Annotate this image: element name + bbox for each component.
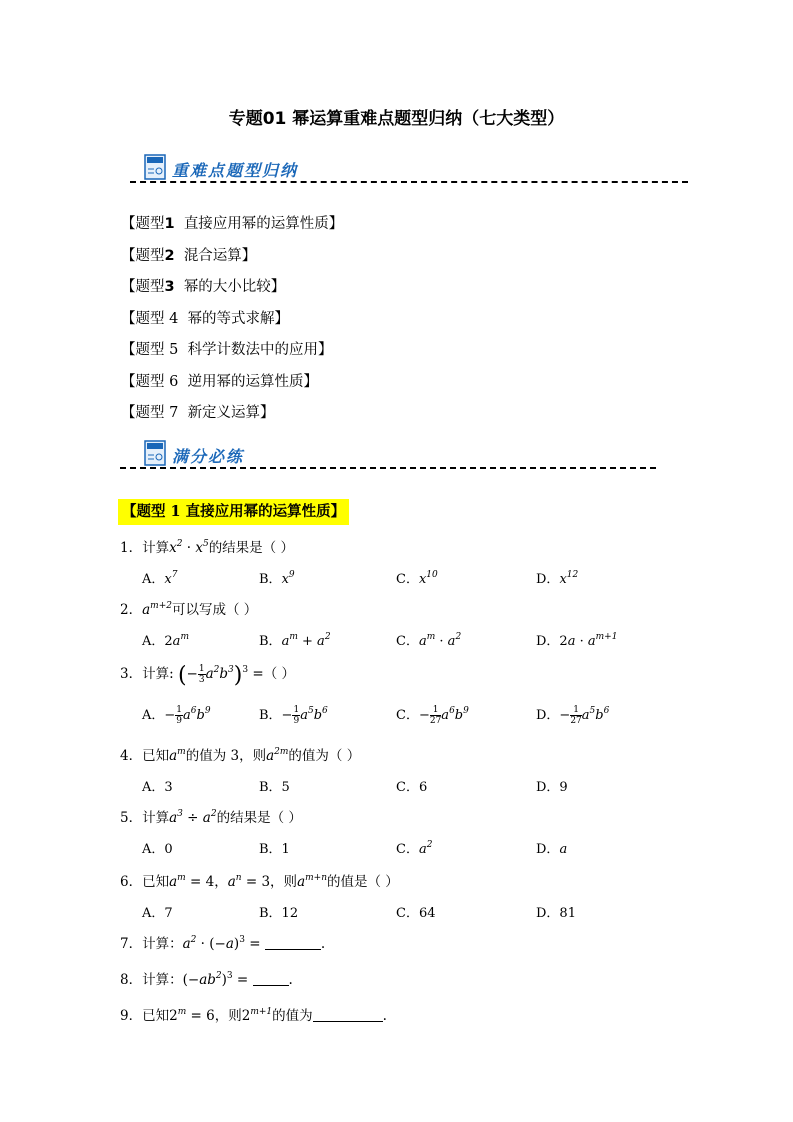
list-item: 【题型1 直接应用幂的运算性质】 <box>121 216 344 232</box>
option-b[interactable]: B．12 <box>259 906 299 921</box>
type-badge: 【题型 1 直接应用幂的运算性质】 <box>118 499 349 525</box>
option-a[interactable]: A．7 <box>142 906 173 921</box>
option-a[interactable]: A．$x^7$ <box>142 570 178 587</box>
option-c[interactable]: C．− $\frac{1}{27}$ $a^6b^9$ <box>396 705 469 726</box>
option-d[interactable]: D．− $\frac{1}{27}$ $a^5b^6$ <box>536 705 610 726</box>
question-7: 7．计算：$a^2 \cdot (-a)^3$ = . <box>120 935 326 952</box>
question-9: 9．已知2$^m$ = 6，则$2^{m+1}$的值为 . <box>120 1007 387 1024</box>
dashed-divider <box>130 181 688 183</box>
question-3: 3．计算: (− $\frac{1}{3}$ $a^2b^3)^3$ =（ ） <box>120 663 295 688</box>
type-list <box>121 210 343 431</box>
option-a[interactable]: A．$2a^m$ <box>142 632 189 649</box>
option-c[interactable]: C．64 <box>396 906 436 921</box>
option-c[interactable]: C．$x^{10}$ <box>396 570 438 587</box>
question-8: 8．计算：$(-ab^2)^3$ = . <box>120 971 293 988</box>
section-label: 重难点题型归纳 <box>172 161 299 180</box>
document-icon <box>144 440 166 466</box>
section-header-summary <box>118 154 698 194</box>
list-item: 【题型3 幂的大小比较】 <box>121 279 286 295</box>
option-d[interactable]: D．$x^{12}$ <box>536 570 579 587</box>
section-header-practice <box>118 440 678 480</box>
option-b[interactable]: B．− $\frac{1}{9}$ $a^5b^6$ <box>259 705 328 726</box>
list-item: 【题型 6 逆用幂的运算性质】 <box>121 373 319 390</box>
option-b[interactable]: B．1 <box>259 842 290 857</box>
answer-blank[interactable] <box>265 949 321 950</box>
question-2: 2．$a^{m+2}$可以写成（ ） <box>120 601 258 618</box>
section-label: 满分必练 <box>172 447 245 466</box>
option-d[interactable]: D．81 <box>536 906 576 921</box>
option-c[interactable]: C．$a^m \cdot a^2$ <box>396 632 462 649</box>
list-item: 【题型 4 幂的等式求解】 <box>121 310 290 327</box>
list-item: 【题型2 混合运算】 <box>121 247 257 264</box>
dashed-divider <box>120 467 656 469</box>
question-5: 5．计算$a^3 \div a^2$的结果是（ ） <box>120 809 302 826</box>
option-b[interactable]: B．5 <box>259 780 290 795</box>
option-c[interactable]: C．6 <box>396 780 428 795</box>
option-c[interactable]: C．$a^2$ <box>396 840 433 857</box>
document-icon <box>144 154 166 180</box>
answer-blank[interactable] <box>253 985 289 986</box>
list-item: 【题型 7 新定义运算】 <box>121 405 275 421</box>
option-a[interactable]: A．3 <box>142 780 173 795</box>
answer-blank[interactable] <box>313 1021 383 1022</box>
option-a[interactable]: A．− $\frac{1}{9}$ $a^6b^9$ <box>142 705 211 726</box>
question-6: 6．已知$a^m = 4$，$a^n = 3$，则$a^{m+n}$的值是（ ） <box>120 873 399 890</box>
list-item: 【题型 5 科学计数法中的应用】 <box>121 342 333 358</box>
option-b[interactable]: B．$a^m + a^2$ <box>259 632 331 649</box>
question-1: 1．计算$x^2 \cdot x^5$的结果是（ ） <box>120 539 294 556</box>
option-a[interactable]: A．0 <box>142 842 173 857</box>
option-d[interactable]: D．9 <box>536 780 568 795</box>
page-title: 专题01 幂运算重难点题型归纳（七大类型） <box>228 109 565 129</box>
question-4: 4．已知$a^m$的值为 3，则$a^{2m}$的值为（ ） <box>120 747 361 764</box>
option-d[interactable]: D．a <box>536 842 568 857</box>
option-b[interactable]: B．$x^9$ <box>259 570 295 587</box>
option-d[interactable]: D．$2a \cdot a^{m+1}$ <box>536 632 618 649</box>
